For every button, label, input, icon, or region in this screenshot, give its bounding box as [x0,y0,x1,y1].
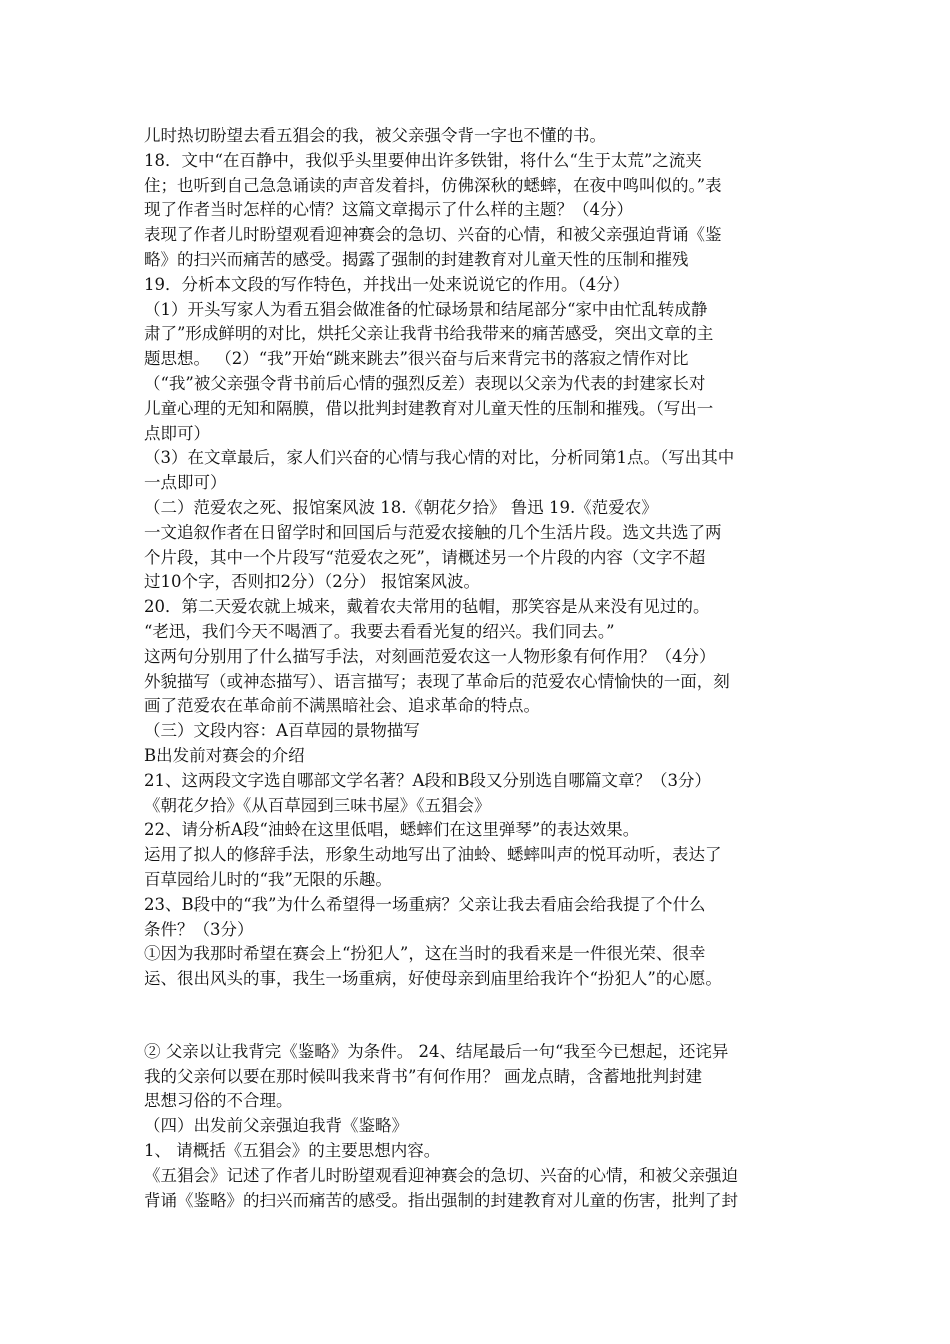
answer-22-line: 运用了拟人的修辞手法，形象生动地写出了油蛉、蟋蟀叫声的悦耳动听，表达了 [144,845,722,865]
answer-18-line: 表现了作者儿时盼望观看迎神赛会的急切、兴奋的心情，和被父亲强迫背诵《鉴 [144,225,722,245]
answer-23-part2-line: ② 父亲以让我背完《鉴略》为条件。 24、结尾最后一句“我至今已想起，还诧异 [144,1041,729,1061]
section-4-heading: （四）出发前父亲强迫我背《鉴略》 [144,1116,408,1136]
question-20-line: 20．第二天爱农就上城来，戴着农夫常用的毡帽，那笑容是从来没有见过的。 [144,597,710,617]
text-line: B出发前对赛会的介绍 [144,745,305,765]
answer-19-line: （1）开头写家人为看五猖会做准备的忙碌场景和结尾部分“家中由忙乱转成静 [144,299,708,319]
text-line: （“我”被父亲强令背书前后心情的强烈反差）表现以父亲为代表的封建家长对 [144,373,706,393]
text-line: 题思想。 （2）“我”开始“跳来跳去”很兴奋与后来背完书的落寂之情作对比 [144,349,689,369]
text-line: 个片段，其中一个片段写“范爱农之死”，请概述另一个片段的内容（文字不超 [144,547,706,567]
answer-21-line: 《朝花夕拾》《从百草园到三味书屋》《五猖会》 [144,795,491,815]
text-line: 肃了”形成鲜明的对比，烘托父亲让我背书给我带来的痛苦感受，突出文章的主 [144,324,714,344]
document-body [144,124,816,1213]
text-line: 一文追叙作者在日留学时和回国后与范爱农接触的几个生活片段。选文共选了两 [144,522,722,542]
question-18-line: 18．文中“在百静中，我似乎头里要伸出许多铁钳，将什么“生于太荒”之流夹 [144,150,702,170]
text-line: 画了范爱农在革命前不满黑暗社会、追求革命的特点。 [144,696,540,716]
question-22-line: 22、请分析A段“油蛉在这里低唱，蟋蟀们在这里弹琴”的表达效果。 [144,820,640,840]
text-line: 条件？（3分） [144,919,254,939]
quote-line: “老迅，我们今天不喝酒了。我要去看看光复的绍兴。我们同去。” [144,621,615,641]
text-line: 儿时热切盼望去看五猖会的我，被父亲强令背一字也不懂的书。 [144,126,606,145]
question-23-line: 23、B段中的“我”为什么希望得一场重病？父亲让我去看庙会给我提了个什么 [144,894,706,914]
question-1-line: 1、 请概括《五猖会》的主要思想内容。 [144,1141,441,1161]
text-line: 儿童心理的无知和隔膜，借以批判封建教育对儿童天性的压制和摧残。（写出一 [144,398,714,418]
text-line: 这两句分别用了什么描写手法，对刻画范爱农这一人物形象有何作用？（4分） [144,646,716,666]
blank-gap [144,992,816,1040]
text-line: （3）在文章最后，家人们兴奋的心情与我心情的对比，分析同第1点。（写出其中 [144,448,735,468]
text-line: 思想习俗的不合理。 [144,1091,293,1111]
text-line: 百草园给儿时的“我”无限的乐趣。 [144,869,392,889]
text-line: 点即可） [144,423,210,443]
section-3-heading: （三）文段内容：A百草园的景物描写 [144,721,420,741]
text-line: 过10个字，否则扣2分）（2分） 报馆案风波。 [144,572,480,592]
text-line: 住；也听到自己急急诵读的声音发着抖，仿佛深秋的蟋蟀，在夜中鸣叫似的。”表 [144,175,722,195]
text-line: 背诵《鉴略》的扫兴而痛苦的感受。指出强制的封建教育对儿童的伤害，批判了封 [144,1190,738,1210]
text-line: 一点即可） [144,473,227,493]
question-19-line: 19．分析本文段的写作特色，并找出一处来说说它的作用。（4分） [144,274,630,294]
answer-23-line: ①因为我那时希望在赛会上“扮犯人”，这在当时的我看来是一件很光荣、很幸 [144,944,706,964]
answer-1-line: 《五猖会》记述了作者儿时盼望观看迎神赛会的急切、兴奋的心情，和被父亲强迫 [144,1165,738,1185]
text-line: 我的父亲何以要在那时候叫我来背书”有何作用？ 画龙点睛，含蓄地批判封建 [144,1066,703,1086]
section-2-heading: （二）范爱农之死、报馆案风波 18.《朝花夕拾》 鲁迅 19.《范爱农》 [144,497,658,517]
text-line: 现了作者当时怎样的心情？这篇文章揭示了什么样的主题？（4分） [144,200,633,220]
question-21-line: 21、这两段文字选自哪部文学名著？A段和B段又分别选自哪篇文章？（3分） [144,770,712,790]
text-line: 运、很出风头的事，我生一场重病，好使母亲到庙里给我许个“扮犯人”的心愿。 [144,969,722,989]
text-line: 略》的扫兴而痛苦的感受。揭露了强制的封建教育对儿童天性的压制和摧残 [144,249,689,269]
answer-20-line: 外貌描写（或神态描写）、语言描写；表现了革命后的范爱农心情愉快的一面，刻 [144,671,730,691]
